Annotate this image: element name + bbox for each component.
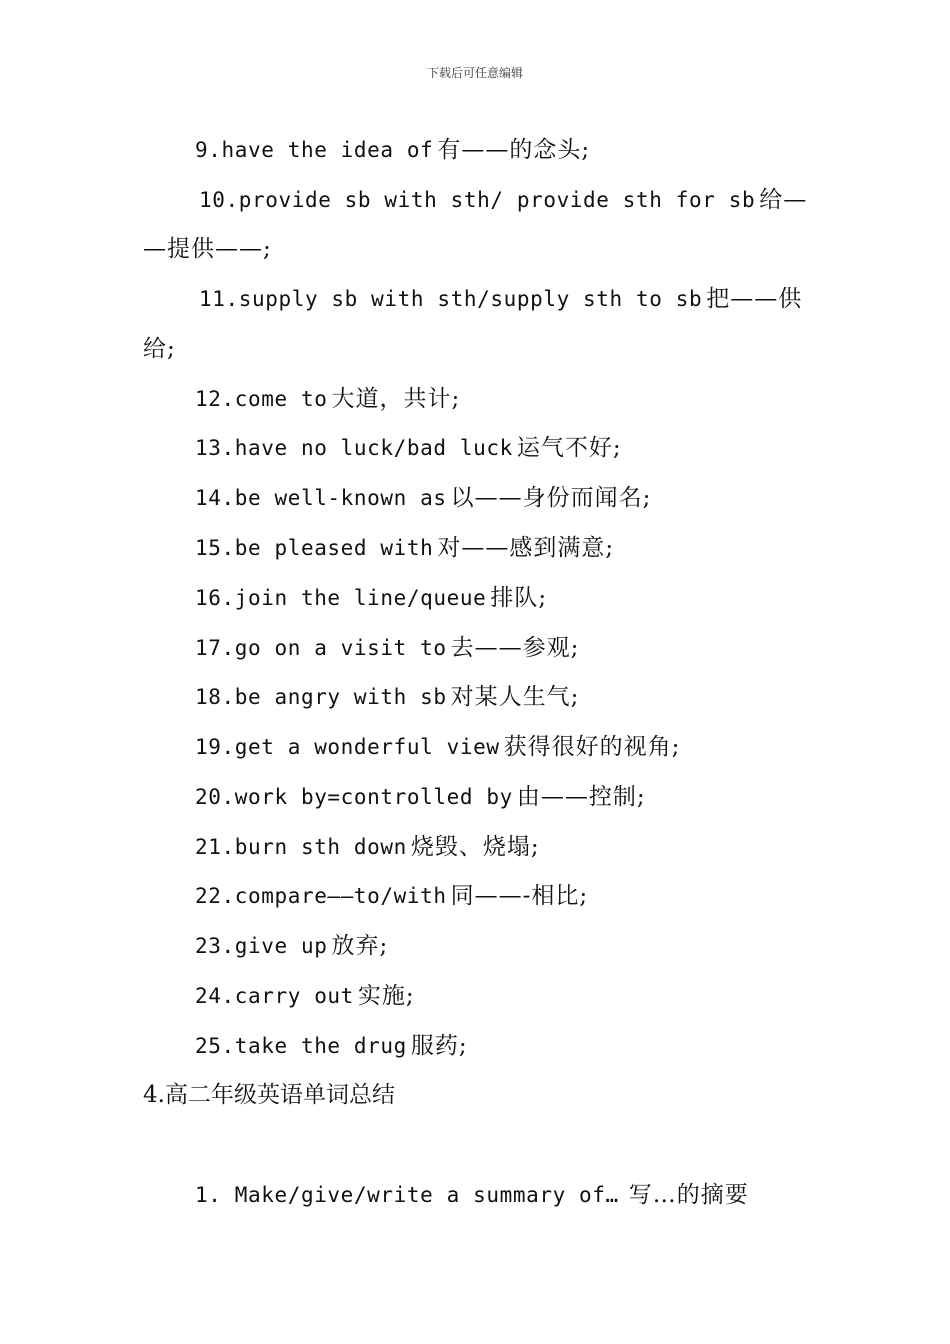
phrase-zh: 大道，共计;	[331, 386, 461, 412]
phrase-zh: 去——参观;	[450, 635, 580, 661]
phrase-zh: 获得很好的视角;	[503, 734, 681, 760]
phrase-zh: 有——的念头;	[437, 137, 591, 163]
section-heading: 4.高二年级英语单词总结	[143, 1082, 395, 1108]
phrase-zh: 对——感到满意;	[437, 535, 615, 561]
phrase-zh: 放弃;	[331, 933, 389, 959]
list-item	[195, 583, 547, 613]
phrase-en: 1. Make/give/write a summary of…	[195, 1183, 619, 1207]
list-item	[195, 1180, 749, 1210]
phrase-en: 11.supply sb with sth/supply sth to sb	[199, 287, 703, 311]
list-item	[195, 782, 646, 812]
list-item	[195, 881, 588, 911]
phrase-zh: 写…的摘要	[628, 1182, 749, 1208]
phrase-zh: 把——供	[706, 286, 803, 312]
phrase-zh: 排队;	[490, 585, 548, 611]
list-item	[195, 384, 460, 414]
phrase-zh: 由——控制;	[516, 784, 646, 810]
phrase-en: 20.work by=controlled by	[195, 785, 513, 809]
phrase-zh: 同——-相比;	[450, 883, 589, 909]
list-item	[195, 981, 415, 1011]
list-item	[195, 931, 388, 961]
phrase-en: 22.compare——to/with	[195, 884, 447, 908]
list-item	[199, 284, 802, 314]
phrase-en: 18.be angry with sb	[195, 685, 447, 709]
phrase-en: 17.go on a visit to	[195, 636, 447, 660]
phrase-en: 10.provide sb with sth/ provide sth for sb	[199, 188, 756, 212]
phrase-en: 25.take the drug	[195, 1034, 407, 1058]
phrase-zh: 给—	[759, 187, 808, 213]
list-item	[195, 433, 622, 463]
list-item	[199, 185, 807, 215]
phrase-en: 13.have no luck/bad luck	[195, 436, 513, 460]
phrase-en: 19.get a wonderful view	[195, 735, 500, 759]
phrase-en: 21.burn sth down	[195, 835, 407, 859]
phrase-zh: 烧毁、烧塌;	[410, 834, 540, 860]
phrase-zh: 对某人生气;	[450, 684, 580, 710]
phrase-zh: 以——身份而闻名;	[450, 485, 652, 511]
phrase-en: 12.come to	[195, 387, 328, 411]
phrase-zh: 实施;	[357, 983, 415, 1009]
phrase-en: 14.be well-known as	[195, 486, 447, 510]
list-item	[195, 135, 590, 165]
list-item-continuation	[143, 334, 176, 364]
list-item	[195, 633, 579, 663]
list-item	[195, 533, 614, 563]
list-item	[195, 732, 680, 762]
phrase-zh-cont: —提供——;	[143, 236, 272, 262]
list-item	[195, 682, 579, 712]
page-header: 下载后可任意编辑	[426, 66, 523, 80]
phrase-en: 23.give up	[195, 934, 328, 958]
list-item-continuation	[143, 234, 272, 264]
list-item	[195, 832, 540, 862]
phrase-en: 9.have the idea of	[195, 138, 434, 162]
phrase-zh-cont: 给;	[143, 336, 176, 362]
list-item	[195, 483, 651, 513]
phrase-zh: 服药;	[410, 1033, 468, 1059]
list-item	[195, 1031, 468, 1061]
phrase-zh: 运气不好;	[516, 435, 622, 461]
phrase-en: 15.be pleased with	[195, 536, 434, 560]
phrase-en: 16.join the line/queue	[195, 586, 487, 610]
phrase-en: 24.carry out	[195, 984, 354, 1008]
